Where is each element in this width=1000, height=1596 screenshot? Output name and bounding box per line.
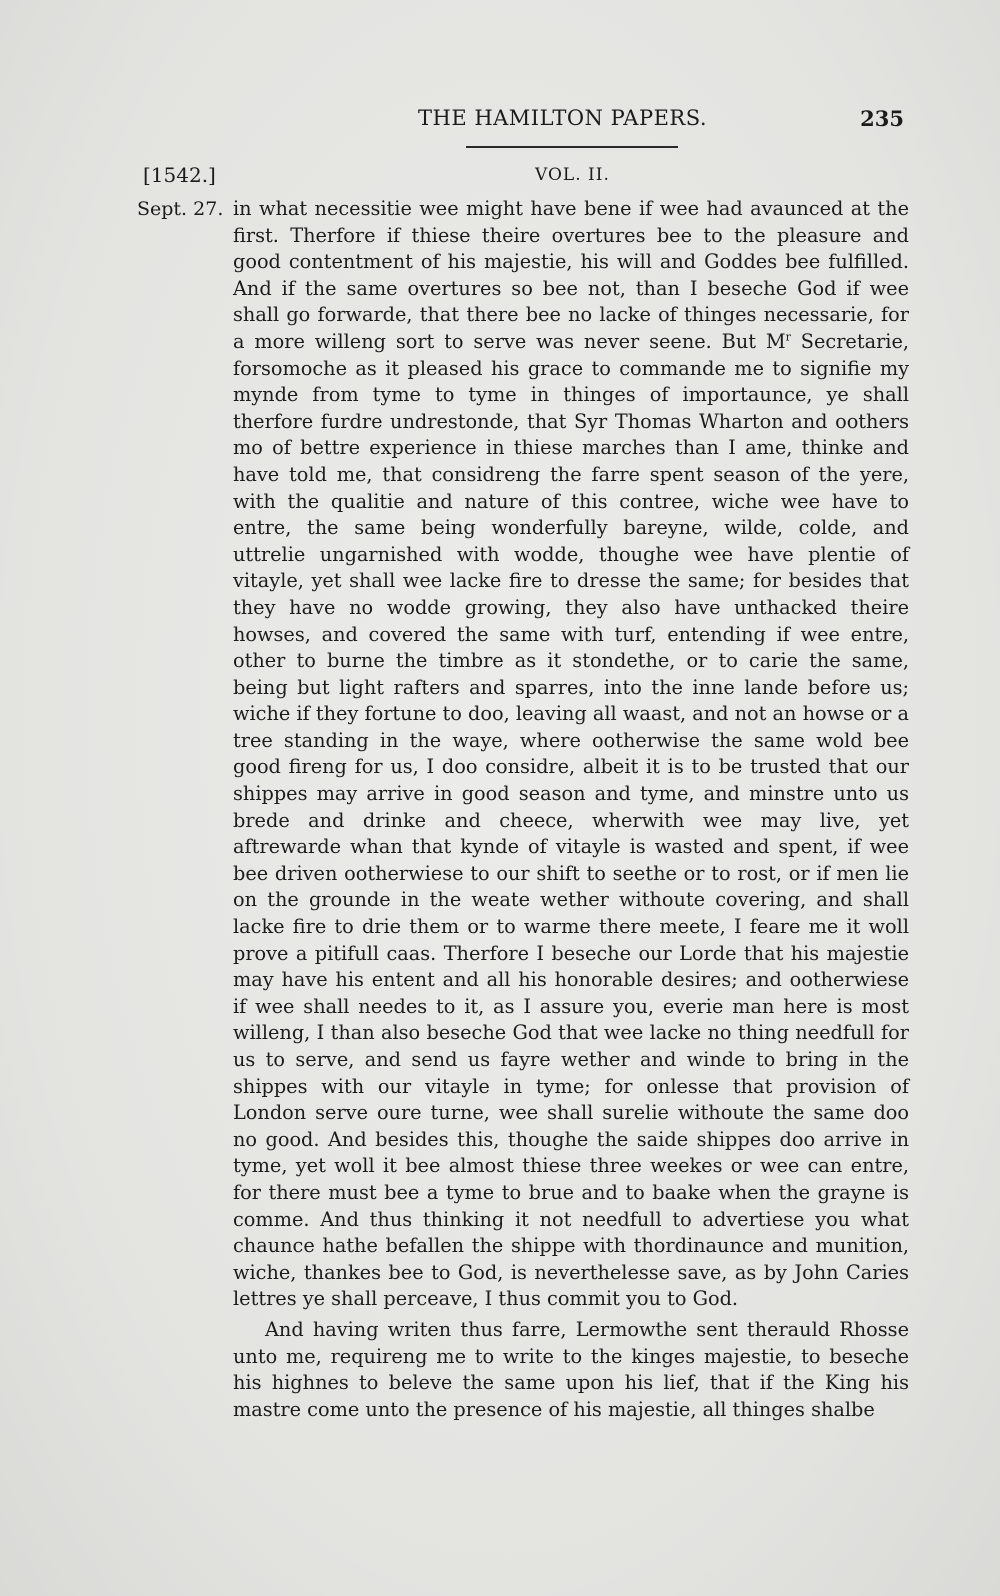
year-label: [1542.] xyxy=(143,163,216,187)
running-title: THE HAMILTON PAPERS. xyxy=(418,106,708,130)
page-number: 235 xyxy=(860,106,904,131)
paragraph-1-part-b: Secretarie, forsomoche as it pleased his grace to commande me to signifie my mynde from tyme to tyme in thinges of importaunce, ye shall therfore furdre undrestonde, that Syr Thomas Wharton and oothers mo of bettre experience in thiese marches than I ame, thinke and have told me, that considreng the farre spent season of the yere, with the qualitie and nature of this contree, wiche wee have to entre, the same being wonderfully bareyne, wilde, colde, and uttrelie ungarnished with wodde, thoughe wee have plentie of vitayle, yet shall wee lacke fire to dresse the same; for besides that they have no wodde growing, they also have unthacked theire howses, and covered the same with turf, entending if wee entre, other to burne the timbre as it stondethe, or to carie the same, being but light rafters and sparres, into the inne lande before us; wiche if they fortune to doo, leaving all waast, and not an howse or a tree standing in the waye, where ootherwise the same wold bee good fireng for us, I doo considre, albeit it is to be trusted that our shippes may arrive in good season and tyme, and minstre unto us brede and drinke and cheece, wherwith wee may live, yet aftrewarde whan that kynde of vitayle is wasted and spent, if wee bee driven ootherwiese to our shift to seethe or to rost, or if men lie on the grounde in the weate wether withoute covering, and shall lacke fire to drie them or to warme there meete, I feare me it woll prove a pitifull caas. Therfore I beseche our Lorde that his majestie may have his entent and all his honorable desires; and ootherwiese if wee shall needes to it, as I assure you, everie man here is most willeng, I than also beseche God that wee lacke no thing needfull for us to serve, and send us fayre wether and winde to bring in the shippes with our vitayle in tyme; for onlesse that provision of London serve oure turne, wee shall surelie withoute the same doo no good. And besides this, thoughe the saide shippes doo arrive in tyme, yet woll it bee almost thiese three weekes or wee can entre, for there must bee a tyme to brue and to baake when the grayne is comme. And thus thinking it not needfull to advertiese you what chaunce hathe befallen the shippe with thordinaunce and munition, wiche, thankes bee to God, is neverthelesse save, as by John Caries lettres ye shall perceave, I thus commit you to God. xyxy=(233,329,909,1311)
margin-date: Sept. 27. xyxy=(137,198,224,220)
page-header xyxy=(418,106,904,146)
body-text xyxy=(233,196,909,1423)
superscript-r: r xyxy=(785,330,791,344)
paragraph-2: And having writen thus farre, Lermowthe sent therauld Rhosse unto me, requireng me to write to the kinges majestie, to beseche his highnes to beleve the same upon his lief, that if the King his mastre come unto the presence of his majestie, all thinges shalbe xyxy=(233,1317,909,1421)
paragraph-1 xyxy=(233,196,909,1313)
header-rule xyxy=(466,146,678,148)
volume-label: VOL. II. xyxy=(535,165,610,185)
paragraph-1-part-a: in what necessitie wee might have bene if wee had avaunced at the first. Therfore if thiese theire overtures bee to the pleasure and good contentment of his majestie, his will and Goddes bee fulfilled. And if the same overtures so bee not, than I beseche God if wee shall go forwarde, that there bee no lacke of thinges necessarie, for a more willeng sort to serve was never seene. But M xyxy=(233,197,909,353)
